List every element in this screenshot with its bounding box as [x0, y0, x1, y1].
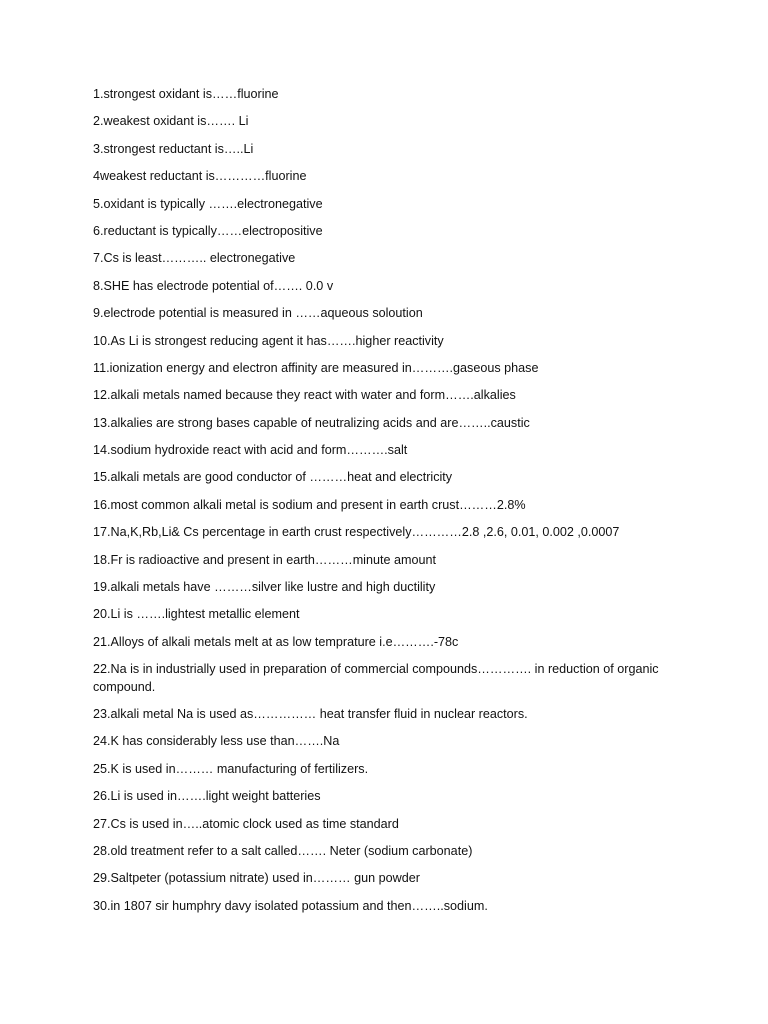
- list-item: 11.ionization energy and electron affinity are measured in……….gaseous phase: [93, 360, 539, 375]
- list-item: 12.alkali metals named because they react with water and form…….alkalies: [93, 388, 516, 403]
- list-item: 24.K has considerably less use than…….Na: [93, 734, 340, 749]
- list-item: 14.sodium hydroxide react with acid and form……….salt: [93, 443, 408, 458]
- list-item: 27.Cs is used in…..atomic clock used as time standard: [93, 816, 399, 831]
- list-item: 20.Li is …….lightest metallic element: [93, 607, 300, 622]
- list-item: 28.old treatment refer to a salt called……. Neter (sodium carbonate): [93, 844, 473, 859]
- list-item: 10.As Li is strongest reducing agent it has…….higher reactivity: [93, 333, 444, 348]
- list-item: 26.Li is used in…….light weight batteries: [93, 789, 321, 804]
- question-list: [93, 86, 703, 925]
- list-item: 1.strongest oxidant is……fluorine: [93, 87, 279, 101]
- list-item: 8.SHE has electrode potential of……. 0.0 v: [93, 278, 334, 293]
- list-item: 21.Alloys of alkali metals melt at as low temprature i.e……….-78c: [93, 634, 459, 649]
- list-item: 17.Na,K,Rb,Li& Cs percentage in earth crust respectively…………2.8 ,2.6, 0.01, 0.002 ,0.0007: [93, 525, 620, 540]
- list-item: 6.reductant is typically……electropositive: [93, 223, 323, 238]
- list-item: 30.in 1807 sir humphry davy isolated potassium and then……..sodium.: [93, 898, 488, 913]
- list-item: 16.most common alkali metal is sodium and present in earth crust………2.8%: [93, 497, 526, 512]
- list-item: 25.K is used in……… manufacturing of fertilizers.: [93, 761, 369, 776]
- list-item: 19.alkali metals have ………silver like lustre and high ductility: [93, 580, 436, 595]
- list-item: 5.oxidant is typically …….electronegative: [93, 196, 323, 211]
- list-item: 3.strongest reductant is…..Li: [93, 141, 254, 156]
- list-item: 4weakest reductant is…………fluorine: [93, 169, 307, 184]
- list-item: 15.alkali metals are good conductor of ………heat and electricity: [93, 470, 453, 485]
- list-item: 9.electrode potential is measured in ……aqueous soloution: [93, 306, 423, 321]
- list-item: 13.alkalies are strong bases capable of neutralizing acids and are……..caustic: [93, 415, 530, 430]
- list-item: 7.Cs is least……….. electronegative: [93, 251, 296, 266]
- list-item: 18.Fr is radioactive and present in earth………minute amount: [93, 552, 436, 567]
- list-item: 23.alkali metal Na is used as…………… heat transfer fluid in nuclear reactors.: [93, 707, 528, 722]
- list-item: 2.weakest oxidant is……. Li: [93, 114, 249, 129]
- list-item: 22.Na is in industrially used in preparation of commercial compounds…………. in reduction of organic compound.: [93, 662, 659, 694]
- list-item: 29.Saltpeter (potassium nitrate) used in……… gun powder: [93, 871, 420, 886]
